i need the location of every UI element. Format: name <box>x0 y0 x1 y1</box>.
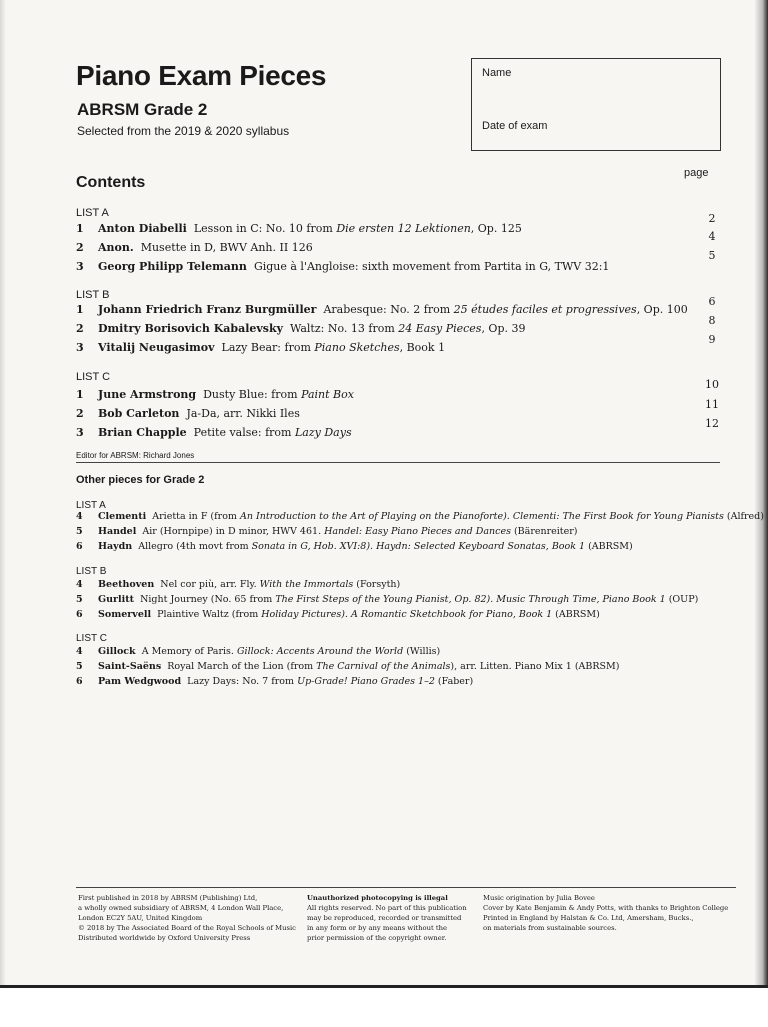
name-date-box <box>471 58 721 151</box>
page-number: 8 <box>708 314 716 327</box>
page-title: Piano Exam Pieces <box>76 60 327 91</box>
list-item: 4 Clementi Arietta in F (from An Introduction to the Art of Playing on the Pianoforte). Clementi: The First Book for Young Pianists (Alfred) <box>76 511 764 522</box>
footer-credits: Music origination by Julia Bovee Cover by Kate Benjamin & Andy Potts, with thanks to Brighton College Printed in England by Halstan & Co. Ltd, Amersham, Bucks., on materials from sustainable sources. <box>483 894 729 932</box>
other-pieces-heading: Other pieces for Grade 2 <box>76 474 205 486</box>
footer-divider <box>76 887 736 888</box>
page-number: 10 <box>705 378 719 391</box>
list-item: 5 Saint-Saëns Royal March of the Lion (from The Carnival of the Animals), arr. Litten. Piano Mix 1 (ABRSM) <box>76 661 620 672</box>
name-label: Name <box>482 67 512 79</box>
page-number: 9 <box>708 333 716 346</box>
list-c-label: LIST C <box>76 371 111 383</box>
editor-credit: Editor for ABRSM: Richard Jones <box>76 451 195 460</box>
list-item: 4 Gillock A Memory of Paris. Gillock: Accents Around the World (Willis) <box>76 646 441 657</box>
list-item: 6 Haydn Allegro (4th movt from Sonata in G, Hob. XVI:8). Haydn: Selected Keyboard Sonatas, Book 1 (ABRSM) <box>76 541 633 552</box>
list-item: 5 Gurlitt Night Journey (No. 65 from The First Steps of the Young Pianist, Op. 82). Music Through Time, Piano Book 1 (OUP) <box>76 594 699 605</box>
list-item: 1 June Armstrong Dusty Blue: from Paint Box <box>76 388 354 401</box>
list-item: 6 Pam Wedgwood Lazy Days: No. 7 from Up-Grade! Piano Grades 1–2 (Faber) <box>76 676 474 687</box>
page-left-edge <box>0 0 6 1024</box>
scan-bottom-edge <box>0 985 768 1027</box>
divider <box>76 462 720 463</box>
page-number: 2 <box>708 212 716 225</box>
list-item: 2 Bob Carleton Ja-Da, arr. Nikki Iles <box>76 407 300 420</box>
list-item: 1 Johann Friedrich Franz Burgmüller Arabesque: No. 2 from 25 études faciles et progressives, Op. 100 <box>76 303 688 316</box>
syllabus-note: Selected from the 2019 & 2020 syllabus <box>77 124 290 138</box>
list-item: 1 Anton Diabelli Lesson in C: No. 10 from Die ersten 12 Lektionen, Op. 125 <box>76 222 522 235</box>
page-number: 5 <box>708 249 716 262</box>
page-column-heading: page <box>684 167 709 179</box>
other-list-b-label: LIST B <box>76 566 107 577</box>
list-item: 6 Somervell Plaintive Waltz (from Holiday Pictures). A Romantic Sketchbook for Piano, Book 1 (ABRSM) <box>76 609 600 620</box>
list-item: 4 Beethoven Nel cor più, arr. Fly. With the Immortals (Forsyth) <box>76 579 401 590</box>
list-item: 3 Vitalij Neugasimov Lazy Bear: from Piano Sketches, Book 1 <box>76 341 446 354</box>
page-number: 11 <box>705 398 719 411</box>
other-list-c-label: LIST C <box>76 633 107 644</box>
page-number: 12 <box>705 417 719 430</box>
page-number: 4 <box>708 230 716 243</box>
footer-copyright: Unauthorized photocopying is illegal All rights reserved. No part of this publication may be reproduced, recorded or transmitted in any form or by any means without the prior permission of the copyright owner. <box>307 894 467 942</box>
date-label: Date of exam <box>482 120 548 132</box>
list-b-label: LIST B <box>76 289 110 301</box>
list-item: 2 Anon. Musette in D, BWV Anh. II 126 <box>76 241 313 254</box>
contents-heading: Contents <box>76 174 146 191</box>
list-item: 3 Brian Chapple Petite valse: from Lazy Days <box>76 426 352 439</box>
page-number: 6 <box>708 295 716 308</box>
other-list-a-label: LIST A <box>76 500 106 511</box>
footer-publisher: First published in 2018 by ABRSM (Publishing) Ltd, a wholly owned subsidiary of ABRSM, 4 London Wall Place, London EC2Y 5AU, United Kingdom © 2018 by The Associated Board of the Royal Schools of Music Distributed worldwide by Oxford University Press <box>78 894 296 942</box>
list-item: 3 Georg Philipp Telemann Gigue à l'Angloise: sixth movement from Partita in G, TWV 32:1 <box>76 260 610 273</box>
list-item: 5 Handel Air (Hornpipe) in D minor, HWV 461. Handel: Easy Piano Pieces and Dances (Bärenreiter) <box>76 526 578 537</box>
list-a-label: LIST A <box>76 207 109 219</box>
list-item: 2 Dmitry Borisovich Kabalevsky Waltz: No. 13 from 24 Easy Pieces, Op. 39 <box>76 322 526 335</box>
grade-subtitle: ABRSM Grade 2 <box>77 100 208 119</box>
